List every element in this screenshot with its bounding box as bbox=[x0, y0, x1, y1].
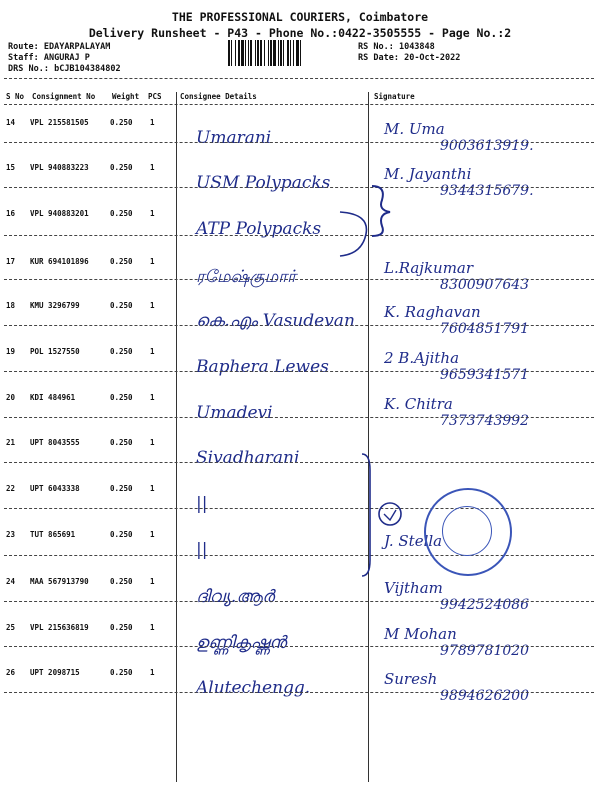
rs-no-label: RS No.: bbox=[358, 42, 394, 52]
route-row bbox=[8, 42, 110, 52]
row-consignee-handwriting: ദിവ്യ.ആർ bbox=[196, 587, 275, 607]
row-pcs: 1 bbox=[150, 347, 155, 356]
company-stamp bbox=[424, 488, 512, 576]
barcode-bar bbox=[290, 40, 291, 66]
row-weight: 0.250 bbox=[110, 118, 133, 127]
row-consignee-handwriting: Sivadharani bbox=[196, 448, 300, 468]
rs-date-label: RS Date: bbox=[358, 53, 399, 63]
row-weight: 0.250 bbox=[110, 257, 133, 266]
row-sno: 17 bbox=[6, 257, 16, 266]
row-consignee-handwriting: ATP Polypacks bbox=[196, 219, 322, 239]
rs-no-value: 1043848 bbox=[398, 42, 435, 52]
row-divider bbox=[4, 462, 594, 463]
drs-value: bCJB104384802 bbox=[54, 64, 121, 74]
runsheet-subtitle: Delivery Runsheet - P43 - Phone No.:0422-3505555 - Page No.:2 bbox=[88, 26, 512, 40]
drs-row bbox=[8, 64, 121, 74]
barcode-bar bbox=[270, 40, 272, 66]
row-signature: Vijtham bbox=[384, 579, 443, 597]
row-consignment-no: TUT 865691 bbox=[30, 530, 76, 539]
row-consignment-no: VPL 940883223 bbox=[30, 163, 89, 172]
barcode-bar bbox=[283, 40, 284, 66]
rs-no-row bbox=[358, 42, 435, 52]
row-divider bbox=[4, 371, 594, 372]
row-signature: L.Rajkumar bbox=[384, 259, 474, 277]
barcode-bar bbox=[273, 40, 276, 66]
row-signature: M Mohan bbox=[384, 625, 457, 643]
row-signature: M. Jayanthi bbox=[384, 165, 472, 183]
row-signature: K. Chitra bbox=[384, 395, 453, 413]
row-sno: 19 bbox=[6, 347, 16, 356]
rs-date-value: 20-Oct-2022 bbox=[404, 53, 461, 63]
barcode-bar bbox=[245, 40, 246, 66]
column-header-weight: Weight bbox=[112, 92, 140, 101]
column-header-pcs: PCS bbox=[148, 92, 162, 101]
row-phone-number: 9942524086 bbox=[440, 597, 530, 613]
row-divider bbox=[4, 279, 594, 280]
header-divider-top bbox=[4, 78, 594, 79]
row-signature: Suresh bbox=[384, 670, 438, 688]
row-phone-number: 8300907643 bbox=[440, 277, 530, 293]
row-pcs: 1 bbox=[150, 257, 155, 266]
row-pcs: 1 bbox=[150, 484, 155, 493]
bracket-mark bbox=[336, 210, 376, 260]
rs-date-row bbox=[358, 53, 460, 63]
barcode-bar bbox=[255, 40, 256, 66]
row-phone-number: 7373743992 bbox=[440, 413, 530, 429]
row-consignment-no: POL 1527550 bbox=[30, 347, 80, 356]
row-pcs: 1 bbox=[150, 623, 155, 632]
row-weight: 0.250 bbox=[110, 393, 133, 402]
barcode-bar bbox=[293, 40, 294, 66]
row-signature: J. Stella bbox=[384, 532, 443, 550]
row-pcs: 1 bbox=[150, 118, 155, 127]
row-consignee-handwriting: || bbox=[196, 494, 208, 514]
barcode-bar bbox=[280, 40, 282, 66]
header-divider-bottom bbox=[4, 104, 594, 105]
column-header-sno: S No bbox=[6, 92, 25, 101]
barcode-bar bbox=[287, 40, 289, 66]
row-divider bbox=[4, 555, 594, 556]
row-weight: 0.250 bbox=[110, 668, 133, 677]
barcode-bar bbox=[278, 40, 279, 66]
consignee-column-border bbox=[176, 92, 177, 782]
row-consignment-no: KMU 3296799 bbox=[30, 301, 80, 310]
barcode bbox=[228, 40, 348, 66]
row-phone-number: 9344315679. bbox=[440, 183, 534, 199]
row-signature: M. Uma bbox=[384, 120, 445, 138]
column-header-signature: Signature bbox=[374, 92, 415, 101]
row-weight: 0.250 bbox=[110, 163, 133, 172]
barcode-bar bbox=[231, 40, 232, 66]
row-consignee-handwriting: ரமேஷ்குமார் bbox=[196, 267, 297, 287]
row-consignment-no: VPL 215636819 bbox=[30, 623, 89, 632]
row-consignment-no: UPT 6043338 bbox=[30, 484, 80, 493]
barcode-bar bbox=[268, 40, 269, 66]
row-pcs: 1 bbox=[150, 393, 155, 402]
row-consignee-handwriting: കെ.എം Vasudevan bbox=[196, 311, 355, 331]
row-sno: 23 bbox=[6, 530, 16, 539]
row-weight: 0.250 bbox=[110, 347, 133, 356]
row-weight: 0.250 bbox=[110, 301, 133, 310]
row-sno: 21 bbox=[6, 438, 16, 447]
drs-label: DRS No.: bbox=[8, 64, 49, 74]
row-divider bbox=[4, 187, 594, 188]
staff-value: ANGURAJ P bbox=[43, 53, 90, 63]
row-pcs: 1 bbox=[150, 438, 155, 447]
barcode-bar bbox=[228, 40, 230, 66]
row-phone-number: 9659341571 bbox=[440, 367, 530, 383]
row-phone-number: 9894626200 bbox=[440, 688, 530, 704]
barcode-bar bbox=[264, 40, 265, 66]
row-consignment-no: UPT 8043555 bbox=[30, 438, 80, 447]
row-weight: 0.250 bbox=[110, 623, 133, 632]
row-consignee-handwriting: Umadevi bbox=[196, 403, 273, 423]
company-title: THE PROFESSIONAL COURIERS, Coimbatore bbox=[171, 10, 429, 24]
row-consignee-handwriting: || bbox=[196, 540, 208, 560]
row-consignee-handwriting: Umarani bbox=[196, 128, 272, 148]
row-pcs: 1 bbox=[150, 530, 155, 539]
row-divider bbox=[4, 417, 594, 418]
circle-mark bbox=[376, 500, 404, 528]
row-consignee-handwriting: Alutechengg. bbox=[196, 678, 311, 698]
row-divider bbox=[4, 646, 594, 647]
row-consignment-no: VPL 215581505 bbox=[30, 118, 89, 127]
row-consignee-handwriting: ഉണ്ണികൃഷ്ണൻ bbox=[196, 633, 287, 653]
row-consignment-no: UPT 2098715 bbox=[30, 668, 80, 677]
column-header-consignee: Consignee Details bbox=[180, 92, 257, 101]
row-pcs: 1 bbox=[150, 301, 155, 310]
row-weight: 0.250 bbox=[110, 438, 133, 447]
row-pcs: 1 bbox=[150, 163, 155, 172]
row-sno: 25 bbox=[6, 623, 16, 632]
row-consignee-handwriting: Baphera Lewes bbox=[196, 357, 329, 377]
stamp-inner-ring bbox=[442, 506, 492, 556]
barcode-bar bbox=[241, 40, 244, 66]
row-weight: 0.250 bbox=[110, 484, 133, 493]
row-sno: 18 bbox=[6, 301, 16, 310]
barcode-bar bbox=[300, 40, 301, 66]
staff-row bbox=[8, 53, 90, 63]
row-divider bbox=[4, 325, 594, 326]
row-divider bbox=[4, 142, 594, 143]
route-label: Route: bbox=[8, 42, 39, 52]
route-value: EDAYARPALAYAM bbox=[43, 42, 111, 52]
row-divider bbox=[4, 235, 594, 236]
row-phone-number: 9789781020 bbox=[440, 643, 530, 659]
row-pcs: 1 bbox=[150, 209, 155, 218]
row-pcs: 1 bbox=[150, 577, 155, 586]
row-sno: 24 bbox=[6, 577, 16, 586]
row-phone-number: 9003613919. bbox=[440, 138, 534, 154]
staff-label: Staff: bbox=[8, 53, 39, 63]
row-sno: 14 bbox=[6, 118, 16, 127]
barcode-bar bbox=[257, 40, 259, 66]
row-divider bbox=[4, 601, 594, 602]
row-sno: 22 bbox=[6, 484, 16, 493]
row-consignment-no: MAA 567913790 bbox=[30, 577, 89, 586]
row-consignment-no: KDI 484961 bbox=[30, 393, 76, 402]
row-weight: 0.250 bbox=[110, 577, 133, 586]
row-sno: 26 bbox=[6, 668, 16, 677]
column-header-consignment: Consignment No bbox=[32, 92, 96, 101]
row-signature: 2 B.Ajitha bbox=[384, 349, 460, 367]
row-signature: K. Raghavan bbox=[384, 303, 481, 321]
consignee-bracket bbox=[360, 450, 374, 580]
row-pcs: 1 bbox=[150, 668, 155, 677]
barcode-bar bbox=[238, 40, 240, 66]
barcode-bar bbox=[260, 40, 262, 66]
row-sno: 15 bbox=[6, 163, 16, 172]
row-weight: 0.250 bbox=[110, 530, 133, 539]
row-sno: 20 bbox=[6, 393, 16, 402]
barcode-bar bbox=[248, 40, 249, 66]
barcode-bar bbox=[235, 40, 236, 66]
row-consignment-no: KUR 694101896 bbox=[30, 257, 89, 266]
row-phone-number: 7604851791 bbox=[440, 321, 530, 337]
row-weight: 0.250 bbox=[110, 209, 133, 218]
barcode-bar bbox=[250, 40, 252, 66]
barcode-bar bbox=[296, 40, 299, 66]
row-divider bbox=[4, 692, 594, 693]
row-consignee-handwriting: USM Polypacks bbox=[196, 173, 331, 193]
row-sno: 16 bbox=[6, 209, 16, 218]
row-consignment-no: VPL 940883201 bbox=[30, 209, 89, 218]
